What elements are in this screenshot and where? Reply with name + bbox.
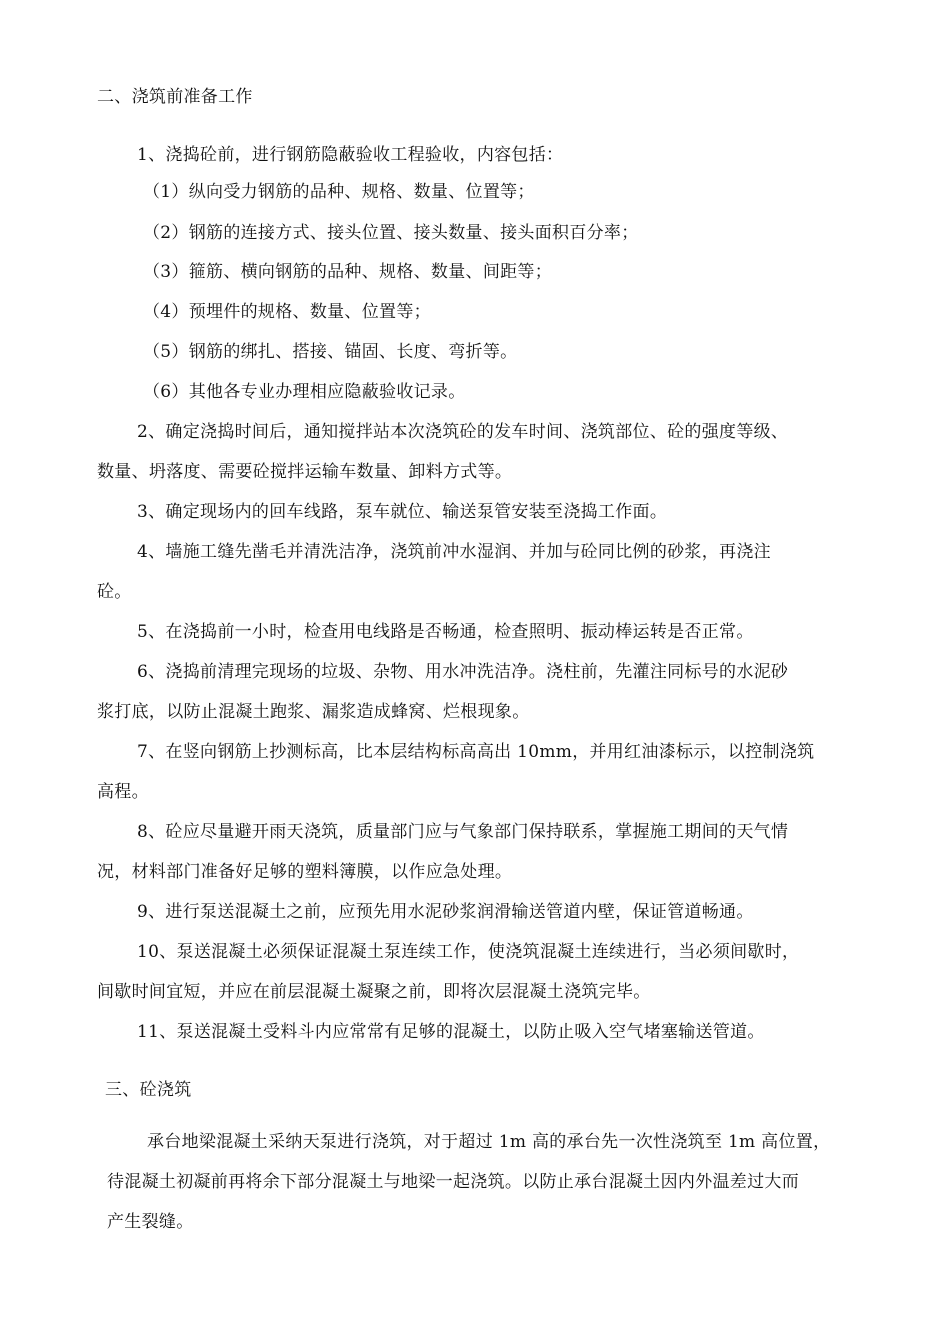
paragraph-line: 8、砼应尽量避开雨天浇筑，质量部门应与气象部门保持联系，掌握施工期间的天气情 (137, 822, 789, 842)
paragraph-line: （5）钢筋的绑扎、搭接、锚固、长度、弯折等。 (143, 342, 518, 362)
paragraph-line: 2、确定浇捣时间后，通知搅拌站本次浇筑砼的发车时间、浇筑部位、砼的强度等级、 (137, 422, 789, 442)
paragraph-line: （2）钢筋的连接方式、接头位置、接头数量、接头面积百分率； (143, 223, 639, 243)
paragraph-line: 9、进行泵送混凝土之前，应预先用水泥砂浆润滑输送管道内壁，保证管道畅通。 (137, 902, 754, 922)
paragraph-line: 3、确定现场内的回车线路，泵车就位、输送泵管安装至浇捣工作面。 (137, 502, 668, 522)
paragraph-line: 浆打底，以防止混凝土跑浆、漏浆造成蜂窝、烂根现象。 (97, 702, 530, 722)
paragraph-line: 高程。 (97, 782, 149, 802)
paragraph-line: 1、浇捣砼前，进行钢筋隐蔽验收工程验收，内容包括： (137, 145, 564, 165)
paragraph-line: （6）其他各专业办理相应隐蔽验收记录。 (143, 382, 466, 402)
paragraph-line: 产生裂缝。 (107, 1212, 194, 1232)
paragraph-line: 5、在浇捣前一小时，检查用电线路是否畅通，检查照明、振动棒运转是否正常。 (137, 622, 754, 642)
paragraph-line: 承台地梁混凝土采纳天泵进行浇筑，对于超过 1m 高的承台先一次性浇筑至 1m 高位置， (147, 1132, 831, 1152)
paragraph-line: 10、泵送混凝土必须保证混凝土泵连续工作，使浇筑混凝土连续进行，当必须间歇时， (137, 942, 800, 962)
paragraph-line: （3）箍筋、横向钢筋的品种、规格、数量、间距等； (143, 262, 553, 282)
paragraph-line: （4）预埋件的规格、数量、位置等； (143, 302, 431, 322)
paragraph-line: 4、墙施工缝先凿毛并清洗洁净，浇筑前冲水湿润、并加与砼同比例的砂浆，再浇注 (137, 542, 771, 562)
paragraph-line: 况，材料部门准备好足够的塑料簿膜，以作应急处理。 (97, 862, 513, 882)
paragraph-line: 6、浇捣前清理完现场的垃圾、杂物、用水冲洗洁净。浇柱前，先灌注同标号的水泥砂 (137, 662, 789, 682)
section-2-heading: 二、浇筑前准备工作 (97, 87, 253, 107)
paragraph-line: （1）纵向受力钢筋的品种、规格、数量、位置等； (143, 182, 535, 202)
paragraph-line: 待混凝土初凝前再将余下部分混凝土与地梁一起浇筑。以防止承台混凝土因内外温差过大而 (107, 1172, 799, 1192)
section-3-heading: 三、砼浇筑 (105, 1080, 192, 1100)
paragraph-line: 间歇时间宜短，并应在前层混凝土凝聚之前，即将次层混凝土浇筑完毕。 (97, 982, 651, 1002)
paragraph-line: 11、泵送混凝土受料斗内应常常有足够的混凝土，以防止吸入空气堵塞输送管道。 (137, 1022, 765, 1042)
paragraph-line: 砼。 (97, 582, 132, 602)
paragraph-line: 数量、坍落度、需要砼搅拌运输车数量、卸料方式等。 (97, 462, 513, 482)
paragraph-line: 7、在竖向钢筋上抄测标高，比本层结构标高高出 10mm，并用红油漆标示，以控制浇筑 (137, 742, 815, 762)
